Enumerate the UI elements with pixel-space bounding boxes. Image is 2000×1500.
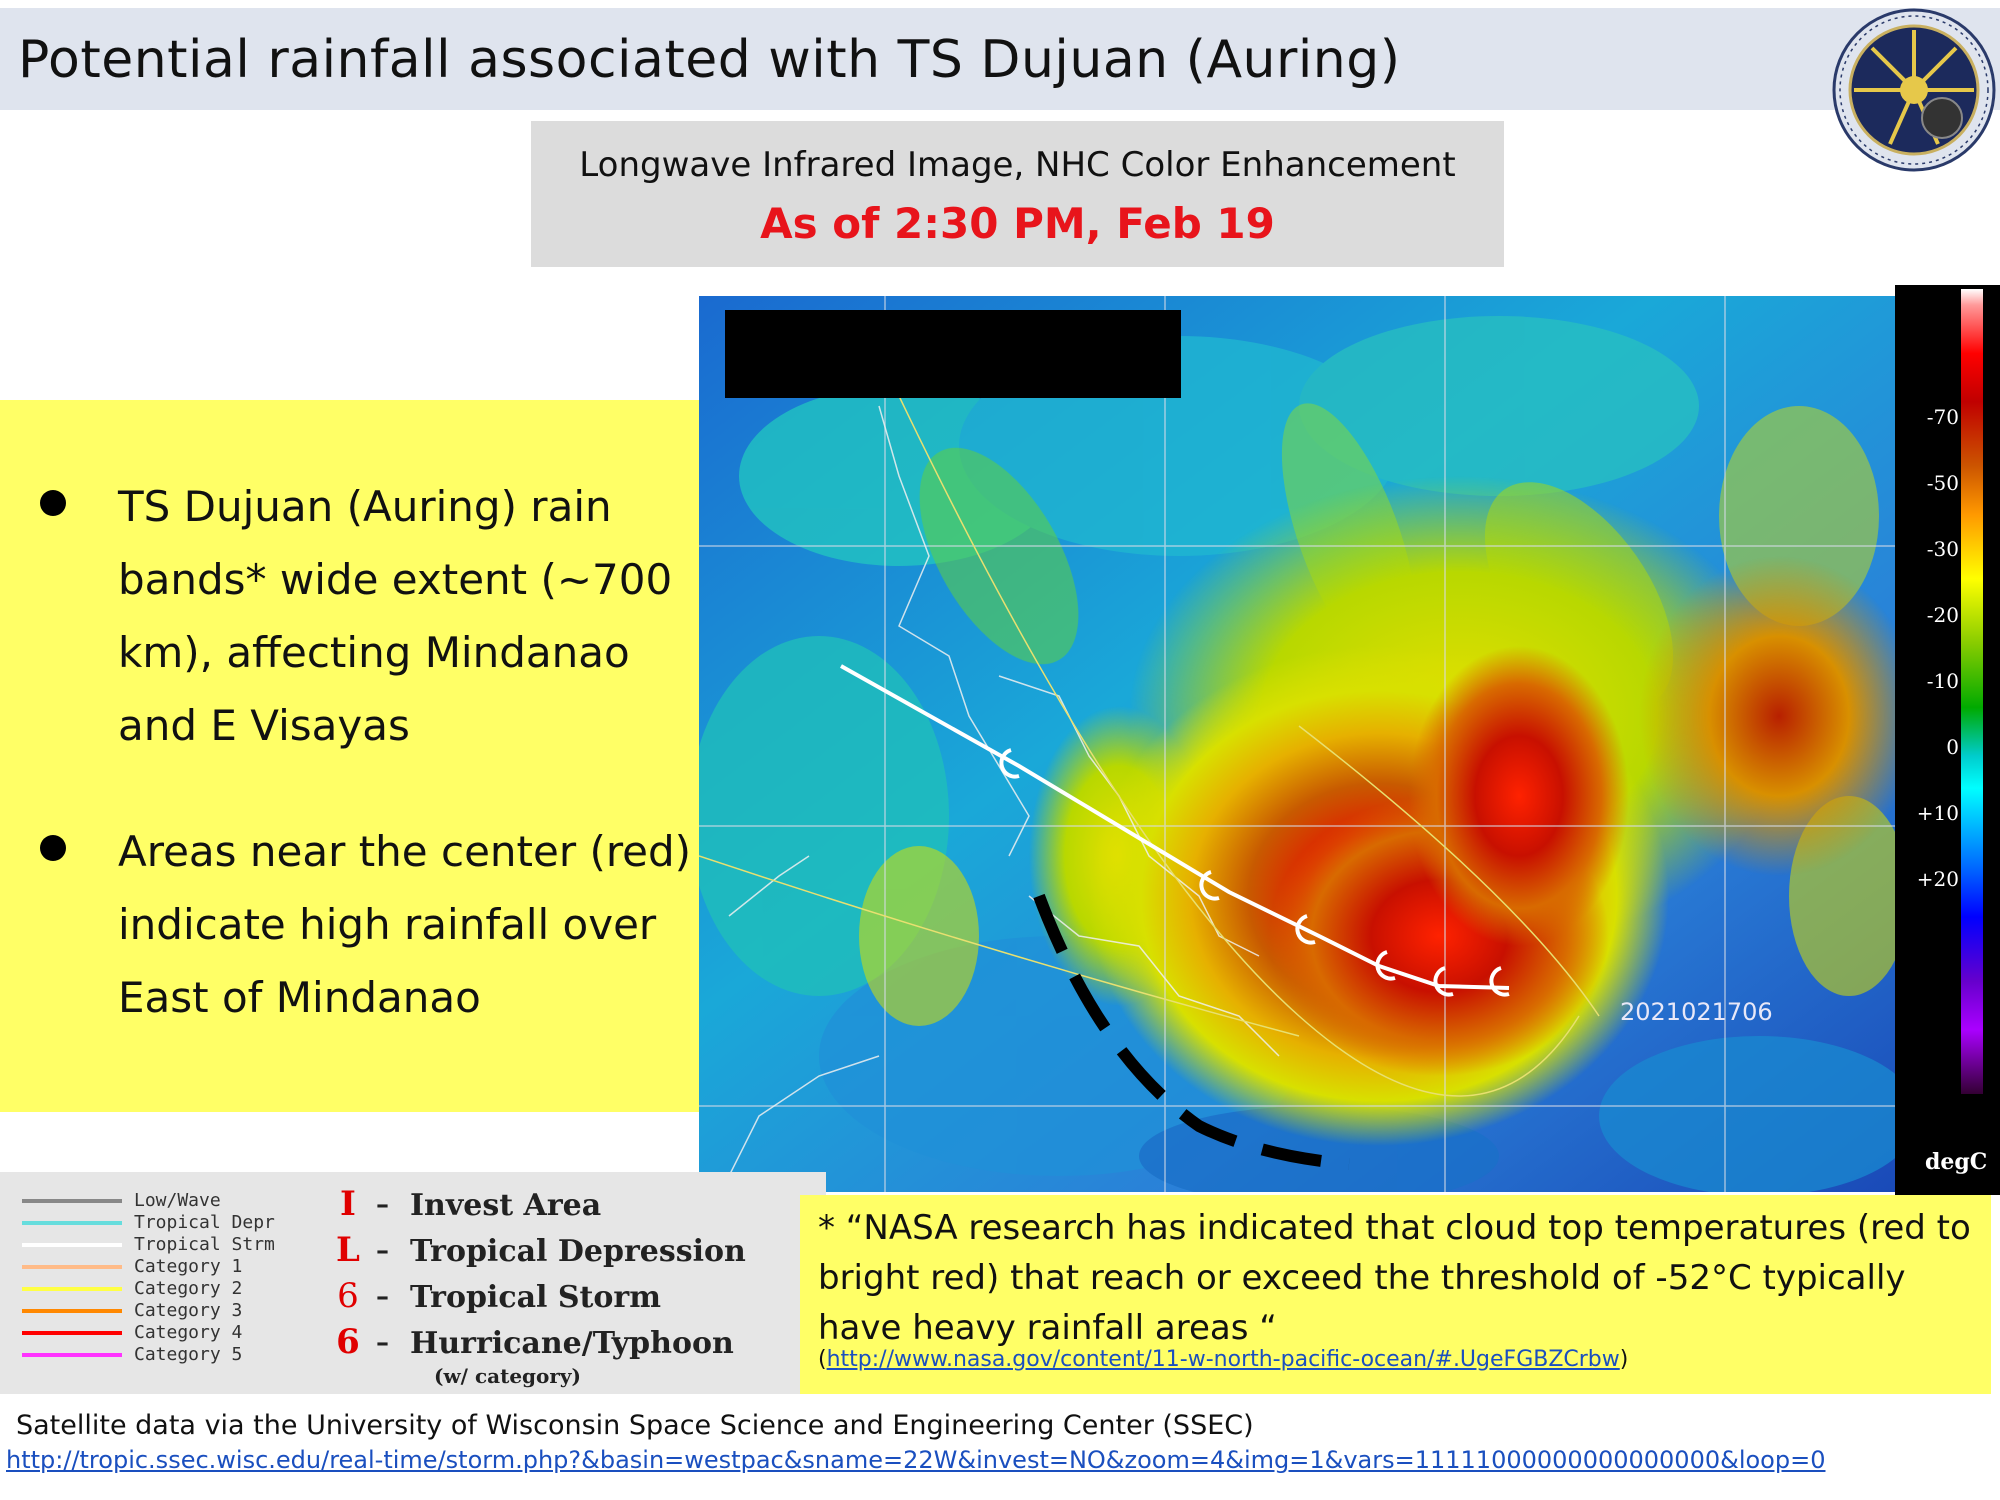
legend-row: [22, 1234, 322, 1256]
legend-row: [22, 1322, 322, 1344]
legend-label: Tropical Strm: [134, 1234, 275, 1255]
legend-label: Low/Wave: [134, 1190, 221, 1211]
legend-symbol-row: [330, 1322, 820, 1366]
title-bar: [0, 8, 2000, 110]
bullet-dot-icon: [40, 835, 66, 861]
page-title: Potential rainfall associated with TS Dujuan (Auring): [18, 30, 1401, 90]
source-paren-open: (: [818, 1347, 827, 1372]
invest-area-icon: I: [340, 1184, 356, 1224]
tropical-depression-icon: L: [336, 1230, 360, 1270]
legend-swatch: [22, 1331, 122, 1335]
observatory-seal-logo: [1830, 6, 1998, 174]
quote-source: [818, 1347, 1628, 1372]
source-paren-close: ): [1619, 1347, 1629, 1372]
legend-dash: –: [376, 1236, 389, 1266]
summary-panel: [0, 400, 700, 1112]
legend-label: Category 5: [134, 1344, 243, 1365]
legend-row: [22, 1344, 322, 1366]
scale-tick-label: -30: [1926, 537, 1959, 561]
track-legend: [0, 1172, 826, 1394]
legend-swatch: [22, 1199, 122, 1203]
satellite-image: [699, 296, 1895, 1192]
legend-swatch: [22, 1287, 122, 1291]
image-info-box: [531, 121, 1504, 267]
hurricane-typhoon-icon: 6: [336, 1322, 360, 1362]
redaction-box: [725, 310, 1181, 398]
bullet-text: TS Dujuan (Auring) rain bands* wide extent (~700 km), affecting Mindanao and E Visayas: [118, 482, 673, 750]
scale-tick-label: -50: [1926, 471, 1959, 495]
legend-label: Category 3: [134, 1300, 243, 1321]
legend-row: [22, 1256, 322, 1278]
scale-tick-label: 0: [1946, 735, 1959, 759]
scale-tick-label: -20: [1926, 603, 1959, 627]
legend-swatch: [22, 1243, 122, 1247]
ssec-source-link[interactable]: http://tropic.ssec.wisc.edu/real-time/storm.php?&basin=westpac&sname=22W&invest=NO&zoom=4&img=1&vars=11111000000000000000&loop=0: [6, 1446, 1826, 1474]
bullet-text: Areas near the center (red) indicate high rainfall over East of Mindanao: [118, 827, 692, 1022]
data-credit: Satellite data via the University of Wisconsin Space Science and Engineering Center (SSEC): [16, 1410, 1254, 1441]
image-timestamp-stamp: 2021021706: [1620, 998, 1773, 1026]
bullet-dot-icon: [40, 490, 66, 516]
tropical-storm-icon: 6: [337, 1276, 359, 1316]
legend-dash: –: [376, 1282, 389, 1312]
legend-symbol-row: [330, 1184, 820, 1228]
legend-swatch: [22, 1265, 122, 1269]
legend-swatch: [22, 1221, 122, 1225]
legend-symbol-row: [330, 1230, 820, 1274]
legend-symbol-label: Hurricane/Typhoon: [410, 1326, 734, 1361]
timestamp-label: As of 2:30 PM, Feb 19: [760, 199, 1275, 248]
scale-tick-label: +20: [1916, 867, 1959, 891]
image-type-label: Longwave Infrared Image, NHC Color Enhancement: [579, 145, 1456, 185]
quote-text: * “NASA research has indicated that cloud top temperatures (red to bright red) that reach or exceed the threshold of -52°C typically have heavy rainfall areas “: [818, 1208, 1971, 1348]
legend-symbol-label: Tropical Storm: [410, 1280, 661, 1315]
legend-note: (w/ category): [434, 1364, 581, 1388]
legend-dash: –: [376, 1190, 389, 1220]
legend-row: [22, 1212, 322, 1234]
nasa-source-link[interactable]: http://www.nasa.gov/content/11-w-north-pacific-ocean/#.UgeFGBZCrbw: [826, 1347, 1620, 1372]
temperature-color-scale: [1895, 285, 2000, 1195]
legend-swatch: [22, 1353, 122, 1357]
legend-label: Category 2: [134, 1278, 243, 1299]
legend-row: [22, 1278, 322, 1300]
legend-symbol-label: Tropical Depression: [410, 1234, 746, 1269]
scale-tick-label: +10: [1916, 801, 1959, 825]
scale-tick-label: -70: [1926, 405, 1959, 429]
legend-dash: –: [376, 1328, 389, 1358]
legend-swatch: [22, 1309, 122, 1313]
color-scale-bar: [1961, 289, 1983, 1094]
legend-row: [22, 1190, 322, 1212]
legend-label: Tropical Depr: [134, 1212, 275, 1233]
nasa-quote-box: [800, 1195, 1991, 1394]
legend-row: [22, 1300, 322, 1322]
legend-symbol-label: Invest Area: [410, 1188, 602, 1223]
scale-unit-label: degC: [1925, 1149, 1988, 1175]
legend-label: Category 4: [134, 1322, 243, 1343]
legend-symbol-row: [330, 1276, 820, 1320]
legend-label: Category 1: [134, 1256, 243, 1277]
scale-tick-label: -10: [1926, 669, 1959, 693]
